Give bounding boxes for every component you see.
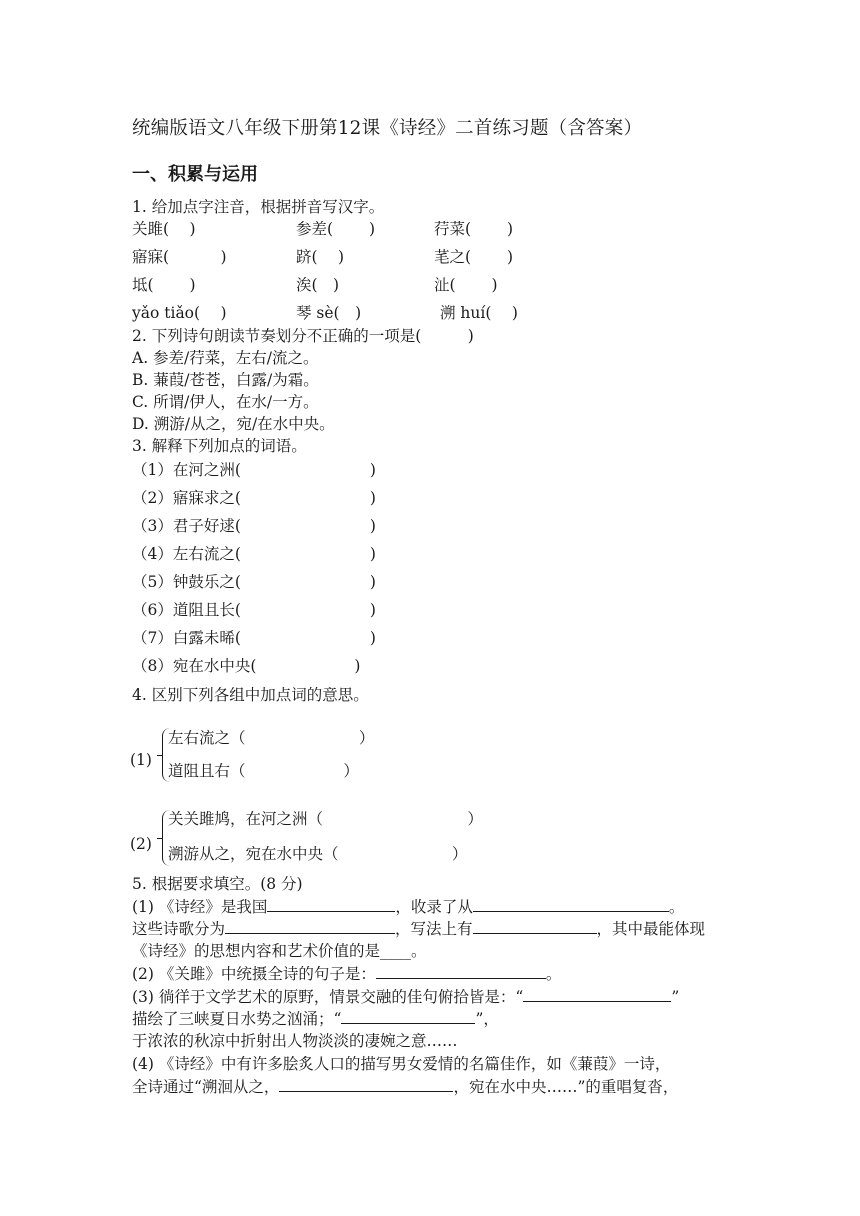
answer-blank[interactable] [279,1077,453,1092]
q5-text: 描绘了三峡夏日水势之汹涌；“ [132,1010,342,1028]
q3-item: （6）道阻且长( ) [132,601,376,619]
q2-option: A. 参差/荇菜，左右/流之。 [132,349,319,367]
q5-text: ，收录了从 [395,898,473,916]
q5-part3c: 于浓浓的秋凉中折射出人物淡淡的凄婉之意…… [132,1032,458,1050]
q5-part1c: 《诗经》的思想内容和艺术价值的是____。 [132,942,427,960]
answer-blank[interactable] [523,987,671,1002]
answer-blank[interactable] [473,919,597,934]
q1-cell: 涘( ) [296,276,340,294]
answer-blank[interactable] [341,1009,475,1024]
q5-text: (1) 《诗经》是我国 [132,898,268,916]
q1-cell: 关雎( ) [132,220,196,238]
q5-text: 这些诗歌分为 [132,920,226,938]
q5-text: ”， [475,1010,499,1028]
q1-cell: 溯 huí( ) [440,304,518,322]
q5-stem: 5. 根据要求填空。(8 分) [132,875,303,893]
q1-cell: 跻( ) [296,248,345,266]
q1-cell: 芼之( ) [434,248,514,266]
q5-part1 [132,896,684,918]
q5-text: 全诗通过“溯洄从之， [132,1078,280,1096]
q3-stem: 3. 解释下列加点的词语。 [132,437,307,455]
page-title: 统编版语文八年级下册第12课《诗经》二首练习题（含答案） [132,118,643,139]
q5-text: 。 [545,965,562,983]
q1-cell: 琴 sè( ) [296,304,362,322]
q5-part1b [132,918,705,940]
q4-group-label: (1) [130,751,152,769]
q2-option: B. 蒹葭/苍苍，白露/为霜。 [132,371,319,389]
q5-part4b [132,1076,678,1098]
section-heading: 一、积累与运用 [132,164,258,185]
answer-blank[interactable] [473,897,669,912]
q3-item: （1）在河之洲( ) [132,461,376,479]
q4-line: 溯游从之，宛在水中央（ ） [168,845,468,863]
q3-item: （4）左右流之( ) [132,545,376,563]
q5-text: (2) 《关雎》中统摄全诗的句子是： [132,965,376,983]
q1-cell: 参差( ) [296,220,376,238]
q4-group-label: (2) [130,835,152,853]
q2-stem: 2. 下列诗句朗读节奏划分不正确的一项是( ) [132,327,474,345]
q1-stem: 1. 给加点字注音，根据拼音写汉字。 [132,198,385,216]
q1-cell: 寤寐( ) [132,248,227,266]
q5-text: ，写法上有 [395,920,473,938]
q4-line: 关关雎鸠，在河之洲（ ） [168,810,483,828]
q3-item: （2）寤寐求之( ) [132,489,376,507]
q5-text: ，其中最能体现 [596,920,706,938]
q5-part4: (4) 《诗经》中有许多脍炙人口的描写男女爱情的名篇佳作，如《蒹葭》一诗， [132,1055,671,1073]
q5-text: (3) 徜徉于文学艺术的原野，情景交融的佳句俯拾皆是：“ [132,988,524,1006]
q1-cell: 荇菜( ) [434,220,514,238]
q2-option: D. 溯游/从之，宛/在水中央。 [132,415,335,433]
answer-blank[interactable] [376,964,546,979]
q5-part3 [132,986,679,1008]
q5-part3b [132,1008,499,1030]
q5-text: 。 [668,898,685,916]
q1-cell: 沚( ) [434,276,498,294]
q1-cell: 坻( ) [132,276,196,294]
q3-item: （8）宛在水中央( ) [132,657,361,675]
q2-option: C. 所谓/伊人，在水/一方。 [132,393,319,411]
q3-item: （7）白露未晞( ) [132,629,376,647]
q4-stem: 4. 区别下列各组中加点词的意思。 [132,686,369,704]
q4-line: 道阻且右（ ） [168,762,359,780]
q5-part2 [132,963,561,985]
q1-cell: yǎo tiǎo( ) [132,304,227,322]
answer-blank[interactable] [225,919,395,934]
q5-text: ，宛在水中央……”的重唱复沓， [453,1078,679,1096]
q3-item: （3）君子好逑( ) [132,517,376,535]
q3-item: （5）钟鼓乐之( ) [132,573,376,591]
q5-text: ” [671,988,680,1006]
q4-line: 左右流之（ ） [168,729,375,747]
answer-blank[interactable] [267,897,395,912]
